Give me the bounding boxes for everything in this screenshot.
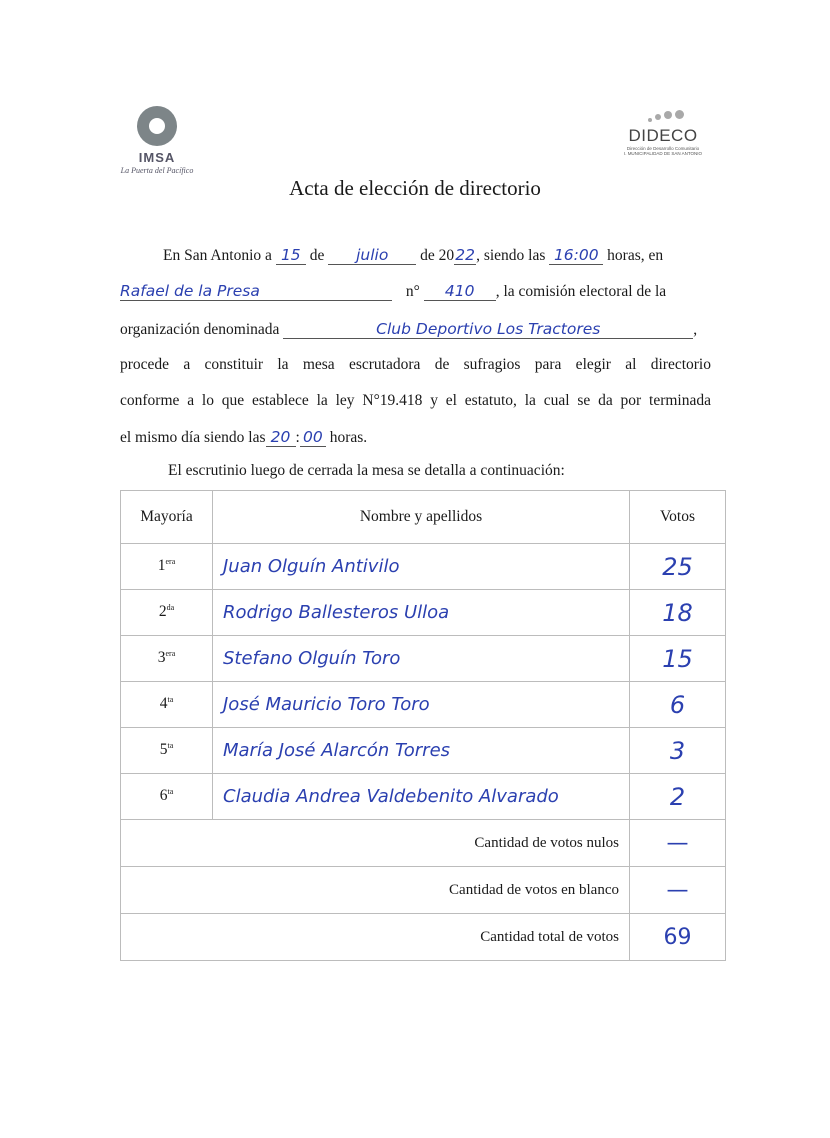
text-comma: , <box>693 321 698 338</box>
rank-suffix: ta <box>167 741 174 751</box>
summary-value-null: — <box>630 820 726 867</box>
rank-number: 2 <box>158 603 167 621</box>
candidate-name: María José Alarcón Torres <box>213 728 630 774</box>
summary-label-blank: Cantidad de votos en blanco <box>121 867 630 914</box>
rank-number: 1 <box>157 557 166 575</box>
candidate-votes: 18 <box>630 590 726 636</box>
rank-number: 4 <box>159 695 168 713</box>
table-row <box>121 728 726 774</box>
day-field: 15 <box>276 246 306 265</box>
candidate-name: Claudia Andrea Valdebenito Alvarado <box>213 774 630 820</box>
rank-cell <box>121 636 213 682</box>
candidate-name: Rodrigo Ballesteros Ulloa <box>213 590 630 636</box>
text-en-san-antonio: En San Antonio a <box>163 247 272 264</box>
candidate-name: José Mauricio Toro Toro <box>213 682 630 728</box>
rank-number: 3 <box>157 649 166 667</box>
paragraph-line-5: conforme a lo que establece la ley N°19.418 y el estatuto, la cual se da por terminada <box>120 392 711 409</box>
table-row <box>121 544 726 590</box>
text-comision-electoral: , la comisión electoral de la <box>495 283 667 300</box>
rank-number: 5 <box>159 741 168 759</box>
dideco-dots-icon <box>618 108 708 126</box>
paragraph-line-1 <box>163 246 663 265</box>
table-row <box>121 636 726 682</box>
time-separator: : <box>295 429 300 446</box>
candidate-votes: 25 <box>630 544 726 590</box>
document-title: Acta de elección de directorio <box>289 176 541 200</box>
text-mismo-dia: el mismo día siendo las <box>120 429 266 446</box>
imsa-logo-name: IMSA <box>138 150 176 165</box>
dideco-logo <box>618 108 708 156</box>
end-hour-field: 20 <box>266 428 296 447</box>
header-rank: Mayoría <box>121 491 213 544</box>
summary-label-total: Cantidad total de votos <box>121 914 630 961</box>
table-row <box>121 590 726 636</box>
candidate-votes: 2 <box>630 774 726 820</box>
table-row <box>121 682 726 728</box>
paragraph-line-4: procede a constituir la mesa escrutadora de sufragios para elegir al directorio <box>120 356 711 373</box>
dideco-logo-name: DIDECO <box>628 126 698 145</box>
summary-value-blank: — <box>630 867 726 914</box>
text-de: de <box>309 247 325 264</box>
rank-number: 6 <box>159 787 168 805</box>
summary-row-null <box>121 820 726 867</box>
candidate-name: Juan Olguín Antivilo <box>213 544 630 590</box>
text-organizacion: organización denominada <box>120 321 280 338</box>
summary-row-total <box>121 914 726 961</box>
rank-suffix: da <box>166 603 175 613</box>
place-field: Rafael de la Presa <box>120 282 392 301</box>
summary-row-blank <box>121 867 726 914</box>
rank-suffix: era <box>165 649 176 659</box>
rank-suffix: era <box>165 557 176 567</box>
rank-cell <box>121 774 213 820</box>
summary-value-total: 69 <box>630 914 726 961</box>
imsa-logo-tagline: La Puerta del Pacífico <box>120 166 194 175</box>
dideco-logo-subline2: I. MUNICIPALIDAD DE SAN ANTONIO <box>623 151 703 156</box>
municipal-seal-icon <box>137 106 177 146</box>
dideco-logo-subline1: Dirección de Desarrollo Comunitario <box>626 146 700 151</box>
start-time-field: 16:00 <box>549 246 603 265</box>
rank-suffix: ta <box>167 695 174 705</box>
year-field: 22 <box>455 246 475 264</box>
candidate-name: Stefano Olguín Toro <box>213 636 630 682</box>
paragraph-line-6 <box>120 428 367 447</box>
candidate-votes: 15 <box>630 636 726 682</box>
paragraph-line-3 <box>120 320 697 339</box>
rank-cell <box>121 682 213 728</box>
candidate-votes: 6 <box>630 682 726 728</box>
candidate-votes: 3 <box>630 728 726 774</box>
imsa-logo <box>112 106 202 175</box>
header-votes: Votos <box>630 491 726 544</box>
results-table <box>120 490 726 961</box>
paragraph-line-2 <box>120 282 666 301</box>
organization-field: Club Deportivo Los Tractores <box>283 320 693 339</box>
intro-text: El escrutinio luego de cerrada la mesa se detalla a continuación: <box>168 462 565 479</box>
month-field: julio <box>328 246 416 265</box>
table-header-row <box>121 491 726 544</box>
header-name: Nombre y apellidos <box>213 491 630 544</box>
rank-cell <box>121 544 213 590</box>
number-field: 410 <box>424 282 496 301</box>
text-horas-en: horas, en <box>607 247 664 264</box>
rank-suffix: ta <box>167 787 174 797</box>
table-row <box>121 774 726 820</box>
text-de-20: de 20 <box>420 247 455 264</box>
end-minute-field: 00 <box>300 428 326 447</box>
rank-cell <box>121 728 213 774</box>
summary-label-null: Cantidad de votos nulos <box>121 820 630 867</box>
rank-cell <box>121 590 213 636</box>
text-horas: horas. <box>329 429 368 446</box>
text-numero: n° <box>405 283 420 300</box>
text-siendo-las: , siendo las <box>476 247 546 264</box>
